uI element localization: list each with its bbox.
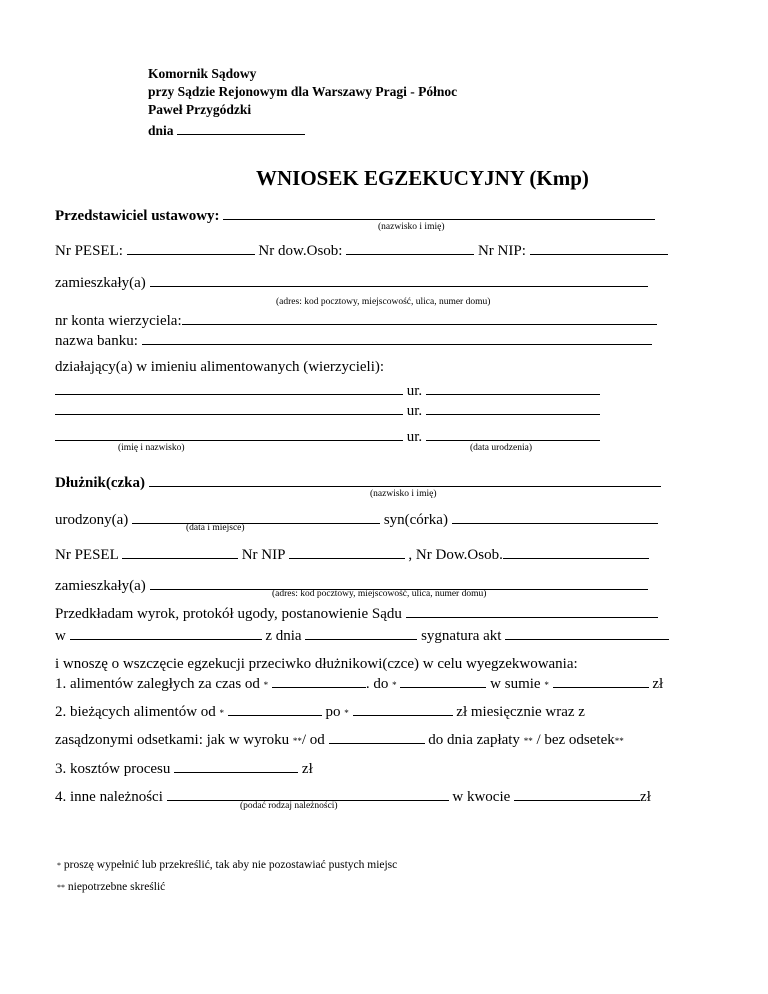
page-title: WNIOSEK EGZEKUCYJNY (Kmp)	[256, 166, 589, 190]
rep-address-line	[55, 272, 648, 292]
bank-line	[55, 330, 652, 350]
date-line	[148, 120, 305, 139]
debtor-dow-field[interactable]	[503, 544, 649, 559]
item4-label: 4. inne należności	[55, 789, 163, 805]
footnote-1-text: proszę wypełnić lub przekreślić, tak aby nie pozostawiać pustych miejsc	[63, 859, 398, 871]
judgment-w-label: w	[55, 628, 66, 644]
creditor-row	[55, 400, 600, 420]
request-item-1	[55, 673, 663, 694]
item2-po-label: po	[325, 704, 341, 720]
item2-monthly-label: zł miesięcznie wraz z	[456, 704, 585, 720]
request-item-2-cont	[55, 729, 624, 750]
judgment-date-field[interactable]	[305, 625, 417, 640]
debtor-pesel-field[interactable]	[122, 544, 238, 559]
item4-caption: (podać rodzaj należności)	[240, 801, 338, 811]
debtor-address-label: zamieszkały(a)	[55, 578, 146, 594]
rep-dow-field[interactable]	[346, 240, 474, 255]
rep-ids-line	[55, 240, 668, 260]
creditor-birth-field[interactable]	[426, 400, 600, 415]
date-field[interactable]	[177, 120, 305, 135]
debtor-dow-label: , Nr Dow.Osob.	[408, 547, 503, 563]
star-mark: *	[544, 680, 549, 690]
currency-label: zł	[301, 761, 313, 777]
debtor-nip-field[interactable]	[289, 544, 405, 559]
date-label: dnia	[148, 123, 174, 138]
item4-amount-field[interactable]	[514, 786, 640, 801]
item1-from-field[interactable]	[272, 673, 366, 688]
currency-label: zł	[640, 789, 651, 805]
debtor-born-caption: (data i miejsce)	[186, 523, 245, 533]
account-line	[55, 310, 657, 330]
request-item-3	[55, 758, 313, 778]
rep-pesel-field[interactable]	[127, 240, 255, 255]
item3-label: 3. kosztów procesu	[55, 761, 171, 777]
currency-label: zł	[652, 676, 664, 692]
court-name: przy Sądzie Rejonowym dla Warszawy Pragi - Północ	[148, 84, 458, 99]
judgment-place-field[interactable]	[70, 625, 262, 640]
bank-field[interactable]	[142, 330, 652, 345]
judgment-line	[55, 603, 658, 623]
rep-name-field[interactable]	[223, 205, 655, 220]
judgment-date-label: z dnia	[265, 628, 302, 644]
account-label: nr konta wierzyciela:	[55, 313, 182, 329]
request-item-4	[55, 786, 651, 806]
item4-type-field[interactable]	[167, 786, 449, 801]
debtor-nip-label: Nr NIP	[241, 547, 285, 563]
creditor-birth-caption: (data urodzenia)	[470, 443, 532, 453]
item1-to-field[interactable]	[400, 673, 486, 688]
judgment-case-label: sygnatura akt	[421, 628, 502, 644]
creditor-birth-field[interactable]	[426, 380, 600, 395]
debtor-son-label: syn(córka)	[383, 512, 448, 528]
debtor-address-field[interactable]	[150, 575, 648, 590]
bailiff-name: Paweł Przygódzki	[148, 102, 252, 117]
request-intro: i wnoszę o wszczęcie egzekucji przeciwko dłużnikowi(czce) w celu wyegzekwowania:	[55, 656, 578, 672]
debtor-born-field[interactable]	[132, 509, 380, 524]
double-star-mark: **	[292, 736, 302, 746]
item1-to-label: . do	[365, 676, 389, 692]
item1-sum-field[interactable]	[553, 673, 649, 688]
debtor-name-field[interactable]	[149, 472, 661, 487]
double-star-mark: **	[57, 883, 65, 892]
item2-from-field[interactable]	[228, 701, 322, 716]
judgment-label: Przedkładam wyrok, protokół ugody, postanowienie Sądu	[55, 606, 402, 622]
rep-address-label: zamieszkały(a)	[55, 275, 146, 291]
debtor-name-line	[55, 472, 661, 492]
creditor-name-field[interactable]	[55, 380, 403, 395]
rep-nip-field[interactable]	[530, 240, 668, 255]
judgment-case-field[interactable]	[505, 625, 669, 640]
item2-amount-field[interactable]	[353, 701, 453, 716]
creditor-ur-label: ur.	[406, 383, 423, 399]
creditor-ur-label: ur.	[406, 429, 423, 445]
rep-address-field[interactable]	[150, 272, 648, 287]
star-mark: *	[392, 680, 397, 690]
debtor-born-label: urodzony(a)	[55, 512, 129, 528]
rep-label: Przedstawiciel ustawowy:	[55, 208, 220, 224]
item3-field[interactable]	[174, 758, 298, 773]
account-field[interactable]	[182, 310, 657, 325]
judgment-court-field[interactable]	[406, 603, 658, 618]
creditor-ur-label: ur.	[406, 403, 423, 419]
debtor-ids-line	[55, 544, 649, 564]
item2-no-interest-label: / bez odsetek	[536, 732, 615, 748]
debtor-address-caption: (adres: kod pocztowy, miejscowość, ulica, numer domu)	[272, 589, 487, 599]
item1-sum-label: w sumie	[490, 676, 541, 692]
bank-label: nazwa banku:	[55, 333, 138, 349]
debtor-born-line	[55, 509, 658, 529]
star-mark: *	[57, 861, 61, 870]
request-item-2	[55, 701, 585, 722]
item2-label: 2. bieżących alimentów od	[55, 704, 216, 720]
debtor-label: Dłużnik(czka)	[55, 475, 145, 491]
star-mark: *	[263, 680, 269, 690]
star-mark: *	[219, 708, 225, 718]
bailiff-title: Komornik Sądowy	[148, 66, 257, 81]
debtor-son-field[interactable]	[452, 509, 658, 524]
creditor-name-field[interactable]	[55, 426, 403, 441]
double-star-mark: **	[523, 736, 533, 746]
footnote-2-text: niepotrzebne skreślić	[67, 881, 166, 893]
creditor-birth-field[interactable]	[426, 426, 600, 441]
rep-nip-label: Nr NIP:	[477, 243, 526, 259]
creditor-name-caption: (imię i nazwisko)	[118, 443, 185, 453]
item4-amount-label: w kwocie	[452, 789, 511, 805]
debtor-pesel-label: Nr PESEL	[55, 547, 119, 563]
rep-address-caption: (adres: kod pocztowy, miejscowość, ulica, numer domu)	[276, 297, 491, 307]
rep-name-caption: (nazwisko i imię)	[378, 222, 445, 232]
item1-label: 1. alimentów zaległych za czas od	[55, 676, 260, 692]
item2-interest-from-field[interactable]	[329, 729, 425, 744]
star-mark: *	[344, 708, 349, 718]
rep-dow-label: Nr dow.Osob:	[258, 243, 343, 259]
footnote-2	[57, 880, 165, 895]
creditor-name-field[interactable]	[55, 400, 403, 415]
rep-name-line	[55, 205, 655, 225]
rep-pesel-label: Nr PESEL:	[55, 243, 123, 259]
judgment-details-line	[55, 625, 669, 645]
creditor-row	[55, 380, 600, 400]
debtor-name-caption: (nazwisko i imię)	[370, 489, 437, 499]
item2-od-label: / od	[301, 732, 325, 748]
footnote-1	[57, 858, 397, 873]
double-star-mark: **	[614, 736, 624, 746]
item2-interest-label: zasądzonymi odsetkami: jak w wyroku	[55, 732, 290, 748]
item2-until-label: do dnia zapłaty	[428, 732, 520, 748]
creditors-intro: działający(a) w imieniu alimentowanych (wierzycieli):	[55, 359, 385, 375]
